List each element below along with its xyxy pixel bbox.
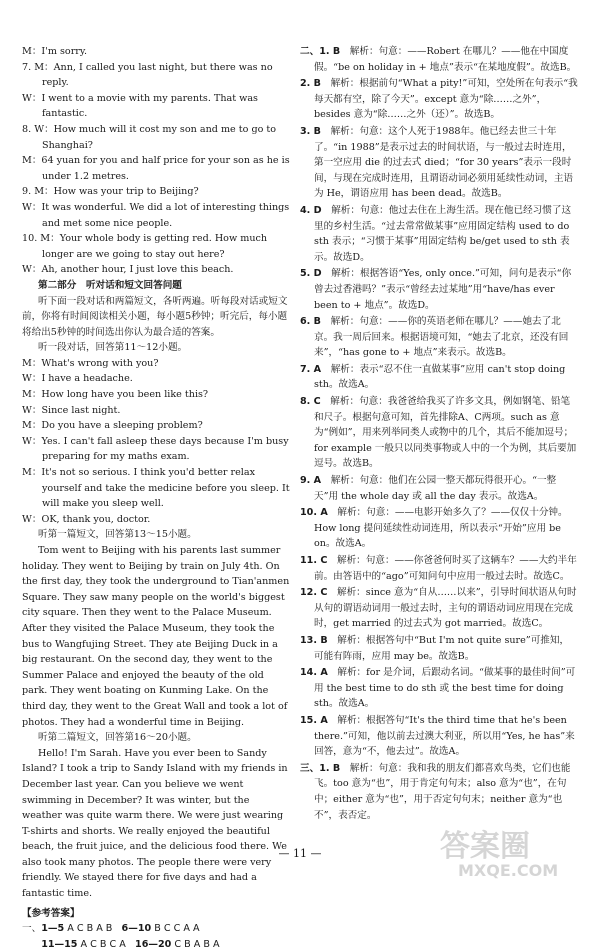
dialogue-line: M：Do you have a sleeping problem? [22,420,203,432]
explanation-entry [300,76,578,123]
dialogue-line: W：I have a headache. [22,373,133,385]
question-number: 15. A [300,714,328,726]
answer-range: 11—15 [41,938,78,950]
explanation-text: 解析：for 是介词，后跟动名词。“做某事的最佳时间”可用 the best time to do sth 或 the best time for doing sth。故选A。 [314,667,576,710]
explanation-text: 解析：根据答语“Yes, only once.”可知，问句是表示“你曾去过香港吗？”表示“曾经去过某地”用“have/has ever been to + 地点”。故选D。 [314,268,572,311]
explanation-entry [300,585,578,632]
question-number: 13. B [300,634,328,646]
dialogue-intro: 听一段对话，回答第11～12小题。 [38,342,188,354]
passage2-intro: 听第二篇短文，回答第16～20小题。 [38,732,197,744]
dialogue-line: W：Yes. I can't fall asleep these days because I'm busy preparing for my maths exam. [22,435,289,463]
question-number: 8. C [300,396,321,408]
explanation-entry [300,394,578,472]
dialogue-line: W：OK, thank you, doctor. [22,513,151,525]
explanation-entry [300,203,578,265]
question-number: 12. C [300,587,328,599]
answer-range: 1—5 [41,923,65,935]
passage1-intro: 听第一篇短文，回答第13～15小题。 [38,529,197,541]
explanation-text: 解析：句意：这个人死于1988年。他已经去世三十年了。“in 1988”是表示过去的时间状语，与一般过去时连用，第一空应用 die 的过去式 died；“for 30 years”表示一段时间，与现在完成时连用，且谓语动词必须用延续性动词，主语为 He，谓语应用 has been dead。故选B。 [314,125,574,200]
watermark-label: 答案圈 [440,829,530,864]
explanation-entry [300,473,578,504]
question-number: 9. A [300,475,322,487]
dialogue-line: W：Ah, another hour, I just love this beach. [22,264,234,276]
answer-prefix: 一、 [22,923,42,935]
dialogue-line: 8. W：How much will it cost my son and me to go to Shanghai? [22,123,277,151]
section-label: 二、 [300,46,320,57]
answer-range: 16—20 [135,938,172,950]
explanation-text: 解析：句意：——电影开始多久了？——仅仅十分钟。How long 提问延续性动词连用，所以表示“开始”应用 be on。故选A。 [314,507,568,550]
question-number: 1. B [319,46,341,57]
question-number: 4. D [300,204,322,216]
explanation-text: 解析：根据前句“What a pity!”可知，空处所在句表示“我每天都有空，除了今天”。except 意为“除……之外”，besides 意为“除……之外（还）”。故选B。 [314,78,578,121]
right-column [300,44,578,824]
explanation-entry [300,633,578,664]
answer-row [22,937,290,952]
answer-letters: C B A B A [174,938,220,950]
part2-instructions: 听下面一段对话和两篇短文，各听两遍。听每段对话或短文前，你将有时间阅读相关小题，每小题5秒钟；听完后，每小题将给出5秒钟的时间选出你认为最合适的答案。 [22,295,288,338]
explanation-text: 解析：句意：我爸爸给我买了许多文具，例如钢笔、铅笔和尺子。根据句意可知，首先排除A、C两项。such as 意为“例如”，用来列举同类人或物中的几个，其后不能加逗号；for example 一般只以同类事物或人中的一个为例，其后要加逗号。故选B。 [314,396,577,470]
explanation-text: 解析：since 意为“自从……以来”，引导时间状语从句时从句的谓语动词用一般过去时，主句的谓语动词应用现在完成时，get married 的过去式为 got married。故选C。 [314,587,577,630]
question-number: 5. D [300,268,322,280]
dialogue-line: 9. M：How was your trip to Beijing? [22,186,199,198]
explanation-text: 解析：句意：——Robert 在哪儿？——他在中国度假。“be on holiday in + 地点”表示“在某地度假”。故选B。 [314,46,577,73]
answer-letters: B C C A A [154,923,200,935]
dialogue-line: M：64 yuan for you and half price for your son as he is under 1.2 metres. [22,155,290,182]
question-number: 10. A [300,507,328,519]
passage2-text: Hello! I'm Sarah. Have you ever been to Sandy Island? I took a trip to Sandy Island with my friends in December last year. Can you believe we went swimming in December? It was winter, but the weather was quite warm there. We were just wearing T-shirts and shorts. We really enjoyed the beautiful beach, the fruit juice, and the delicious food there. We also took many photos. The people there were very friendly. We stayed there for five days and had a fantastic time. [22,747,288,900]
explanation-entry [300,665,578,712]
dialogue-line: W：It was wonderful. We did a lot of interesting things and met some nice people. [22,201,290,229]
dialogue-line: W：Since last night. [22,404,121,416]
explanation-text: 解析：根据答句“It's the third time that he's been there.”可知，他以前去过澳大利亚，所以用“Yes, he has”来回答，意为“不，他去过”。故选A。 [314,714,575,758]
explanation-entry [300,505,578,552]
explanation-entry [300,761,578,823]
dialogue-line: M：What's wrong with you? [22,357,159,369]
watermark-logo [430,822,590,882]
answer-row [22,921,290,937]
question-number: 14. A [300,667,328,679]
explanation-text: 解析：句意：他们在公园一整天都玩得很开心。“一整天”用 the whole day 或 all the day 表示。故选A。 [314,475,557,502]
question-number: 2. B [300,78,321,90]
question-number: 1. B [319,762,341,774]
explanation-entry [300,362,578,393]
answer-letters: A C B C A [80,938,126,950]
section-label: 三、 [300,762,320,774]
explanation-entry [300,713,578,760]
question-number: 3. B [300,125,321,137]
question-number: 7. A [300,363,322,375]
explanation-text: 解析：句意：——你的英语老师在哪儿？——她去了北京。我一周后回来。根据语境可知，“她去了北京，还没有回来”，“has gone to + 地点”来表示。故选B。 [314,316,569,359]
dialogue-line: W：I went to a movie with my parents. That was fantastic. [22,92,258,120]
explanation-entry [300,124,578,202]
question-number: 11. C [300,555,328,566]
explanation-text: 解析：表示“忍不住一直做某事”应用 can't stop doing sth。故选A。 [314,363,566,391]
explanation-text: 解析：根据答句中“But I'm not quite sure”可推知，可能有阵雨，应用 may be。故选B。 [314,634,570,662]
left-column [22,44,290,952]
explanation-entry [300,44,578,75]
dialogue-line: M：How long have you been like this? [22,389,209,401]
watermark-graphic [430,822,590,882]
answers-title: 【参考答案】 [22,907,80,919]
explanation-entry [300,314,578,361]
passage1-text: Tom went to Beijing with his parents last summer holiday. They went to Beijing by train on July 4th. On the first day, they took the underground to Tian'anmen Square. They saw many people on the world's biggest city square. Then they went to the Palace Museum. After they visited the Palace Museum, they took the bus to Wangfujing Street. They ate Beijing Duck in a big restaurant. On the second day, they went to the Summer Palace and enjoyed the beauty of the old park. They went boating on Kunming Lake. On the third day, they went to the Great Wall and took a lot of photos. They had a wonderful time in Beijing. [22,545,290,728]
explanation-text: 解析：句意：他过去住在上海生活。现在他已经习惯了这里的乡村生活。“过去常常做某事”应用固定结构 used to do sth 表示；“习惯于某事”用固定结构 be/get used to sth 表示。故选D。 [314,204,572,263]
explanation-entry [300,553,578,584]
watermark-sub: MXQE.COM [458,861,559,880]
dialogue-line: 10. M：Your whole body is getting red. How much longer are we going to stay out here? [22,233,268,260]
dialogue-line: M：I'm sorry. [22,46,88,57]
part2-heading: 第二部分 听对话和短文回答问题 [38,279,182,291]
explanation-text: 解析：句意：——你爸爸何时买了这辆车？——大约半年前。由答语中的“ago”可知问句中应用一般过去时。故选C。 [314,555,577,582]
explanation-entry [300,266,578,313]
explanation-text: 解析：句意：我和我的朋友们都喜欢鸟类，它们也能飞。too 意为“也”，用于肯定句句末；also 意为“也”，在句中；either 意为“也”，用于否定句句末；neither 意为“也不”，表否定。 [314,762,571,821]
answer-letters: A C B A B [67,923,113,935]
dialogue-line: M：It's not so serious. I think you'd better relax yourself and take the medicine before you sleep. It will make you sleep well. [22,467,290,510]
answer-prefix [22,939,41,950]
page-number: — 11 — [278,847,322,860]
dialogue-line: 7. M：Ann, I called you last night, but there was no reply. [22,61,273,89]
question-number: 6. B [300,316,321,328]
answer-range: 6—10 [121,923,152,935]
